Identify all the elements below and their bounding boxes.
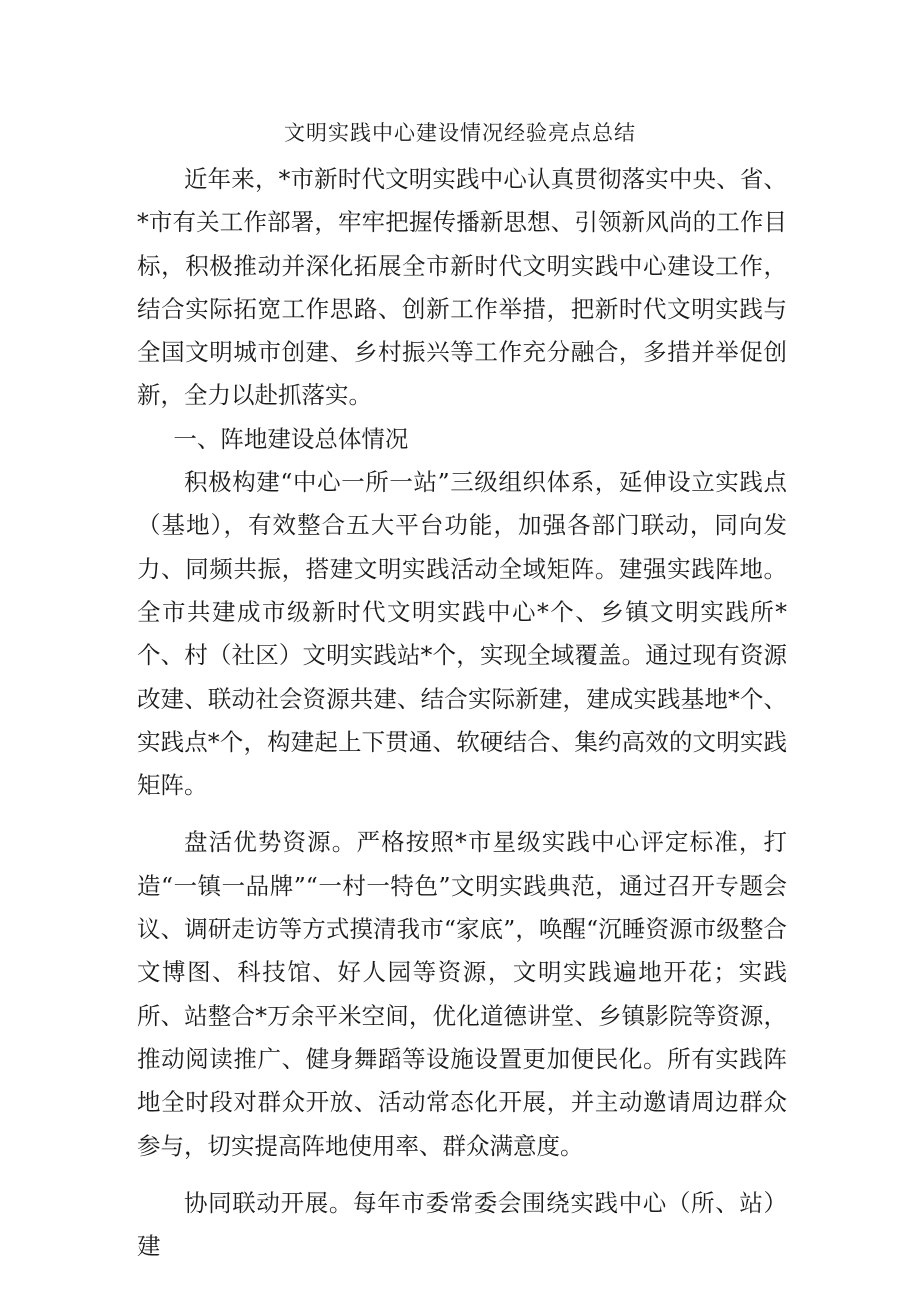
document-title: 文明实践中心建设情况经验亮点总结 — [284, 121, 636, 145]
section-heading-1: 一、阵地建设总体情况 — [173, 424, 409, 453]
paragraph-resources: 盘活优势资源。严格按照*市星级实践中心评定标准，打造“一镇一品牌”“一村一特色”文明实践典范，通过召开专题会议、调研走访等方式摸清我市“家底”，唤醒“沉睡资源市级整合文博图、科技馆、好人园等资源，文明实践遍地开花；实践所、站整合*万余平米空间，优化道德讲堂、乡镇影院等资源，推动阅读推广、健身舞蹈等设施设置更加便民化。所有实践阵地全时段对群众开放、活动常态化开展，并主动邀请周边群众参与，切实提高阵地使用率、群众满意度。 — [137, 828, 787, 1160]
paragraph-organization: 积极构建“中心一所一站”三级组织体系，延伸设立实践点（基地），有效整合五大平台功能，加强各部门联动，同向发力、同频共振，搭建文明实践活动全域矩阵。建强实践阵地。全市共建成市级新时代文明实践中心*个、乡镇文明实践所*个、村（社区）文明实践站*个，实现全域覆盖。通过现有资源改建、联动社会资源共建、结合实际新建，建成实践基地*个、实践点*个，构建起上下贯通、软硬结合、集约高效的文明实践矩阵。 — [137, 468, 787, 800]
paragraph-intro: 近年来，*市新时代文明实践中心认真贯彻落实中央、省、*市有关工作部署，牢牢把握传播新思想、引领新风尚的工作目标，积极推动并深化拓展全市新时代文明实践中心建设工作，结合实际拓宽工作思路、创新工作举措，把新时代文明实践与全国文明城市创建、乡村振兴等工作充分融合，多措并举促创新，全力以赴抓落实。 — [137, 165, 787, 410]
paragraph-coordination: 协同联动开展。每年市委常委会围绕实践中心（所、站）建 — [137, 1188, 787, 1261]
document-body — [137, 158, 787, 1268]
